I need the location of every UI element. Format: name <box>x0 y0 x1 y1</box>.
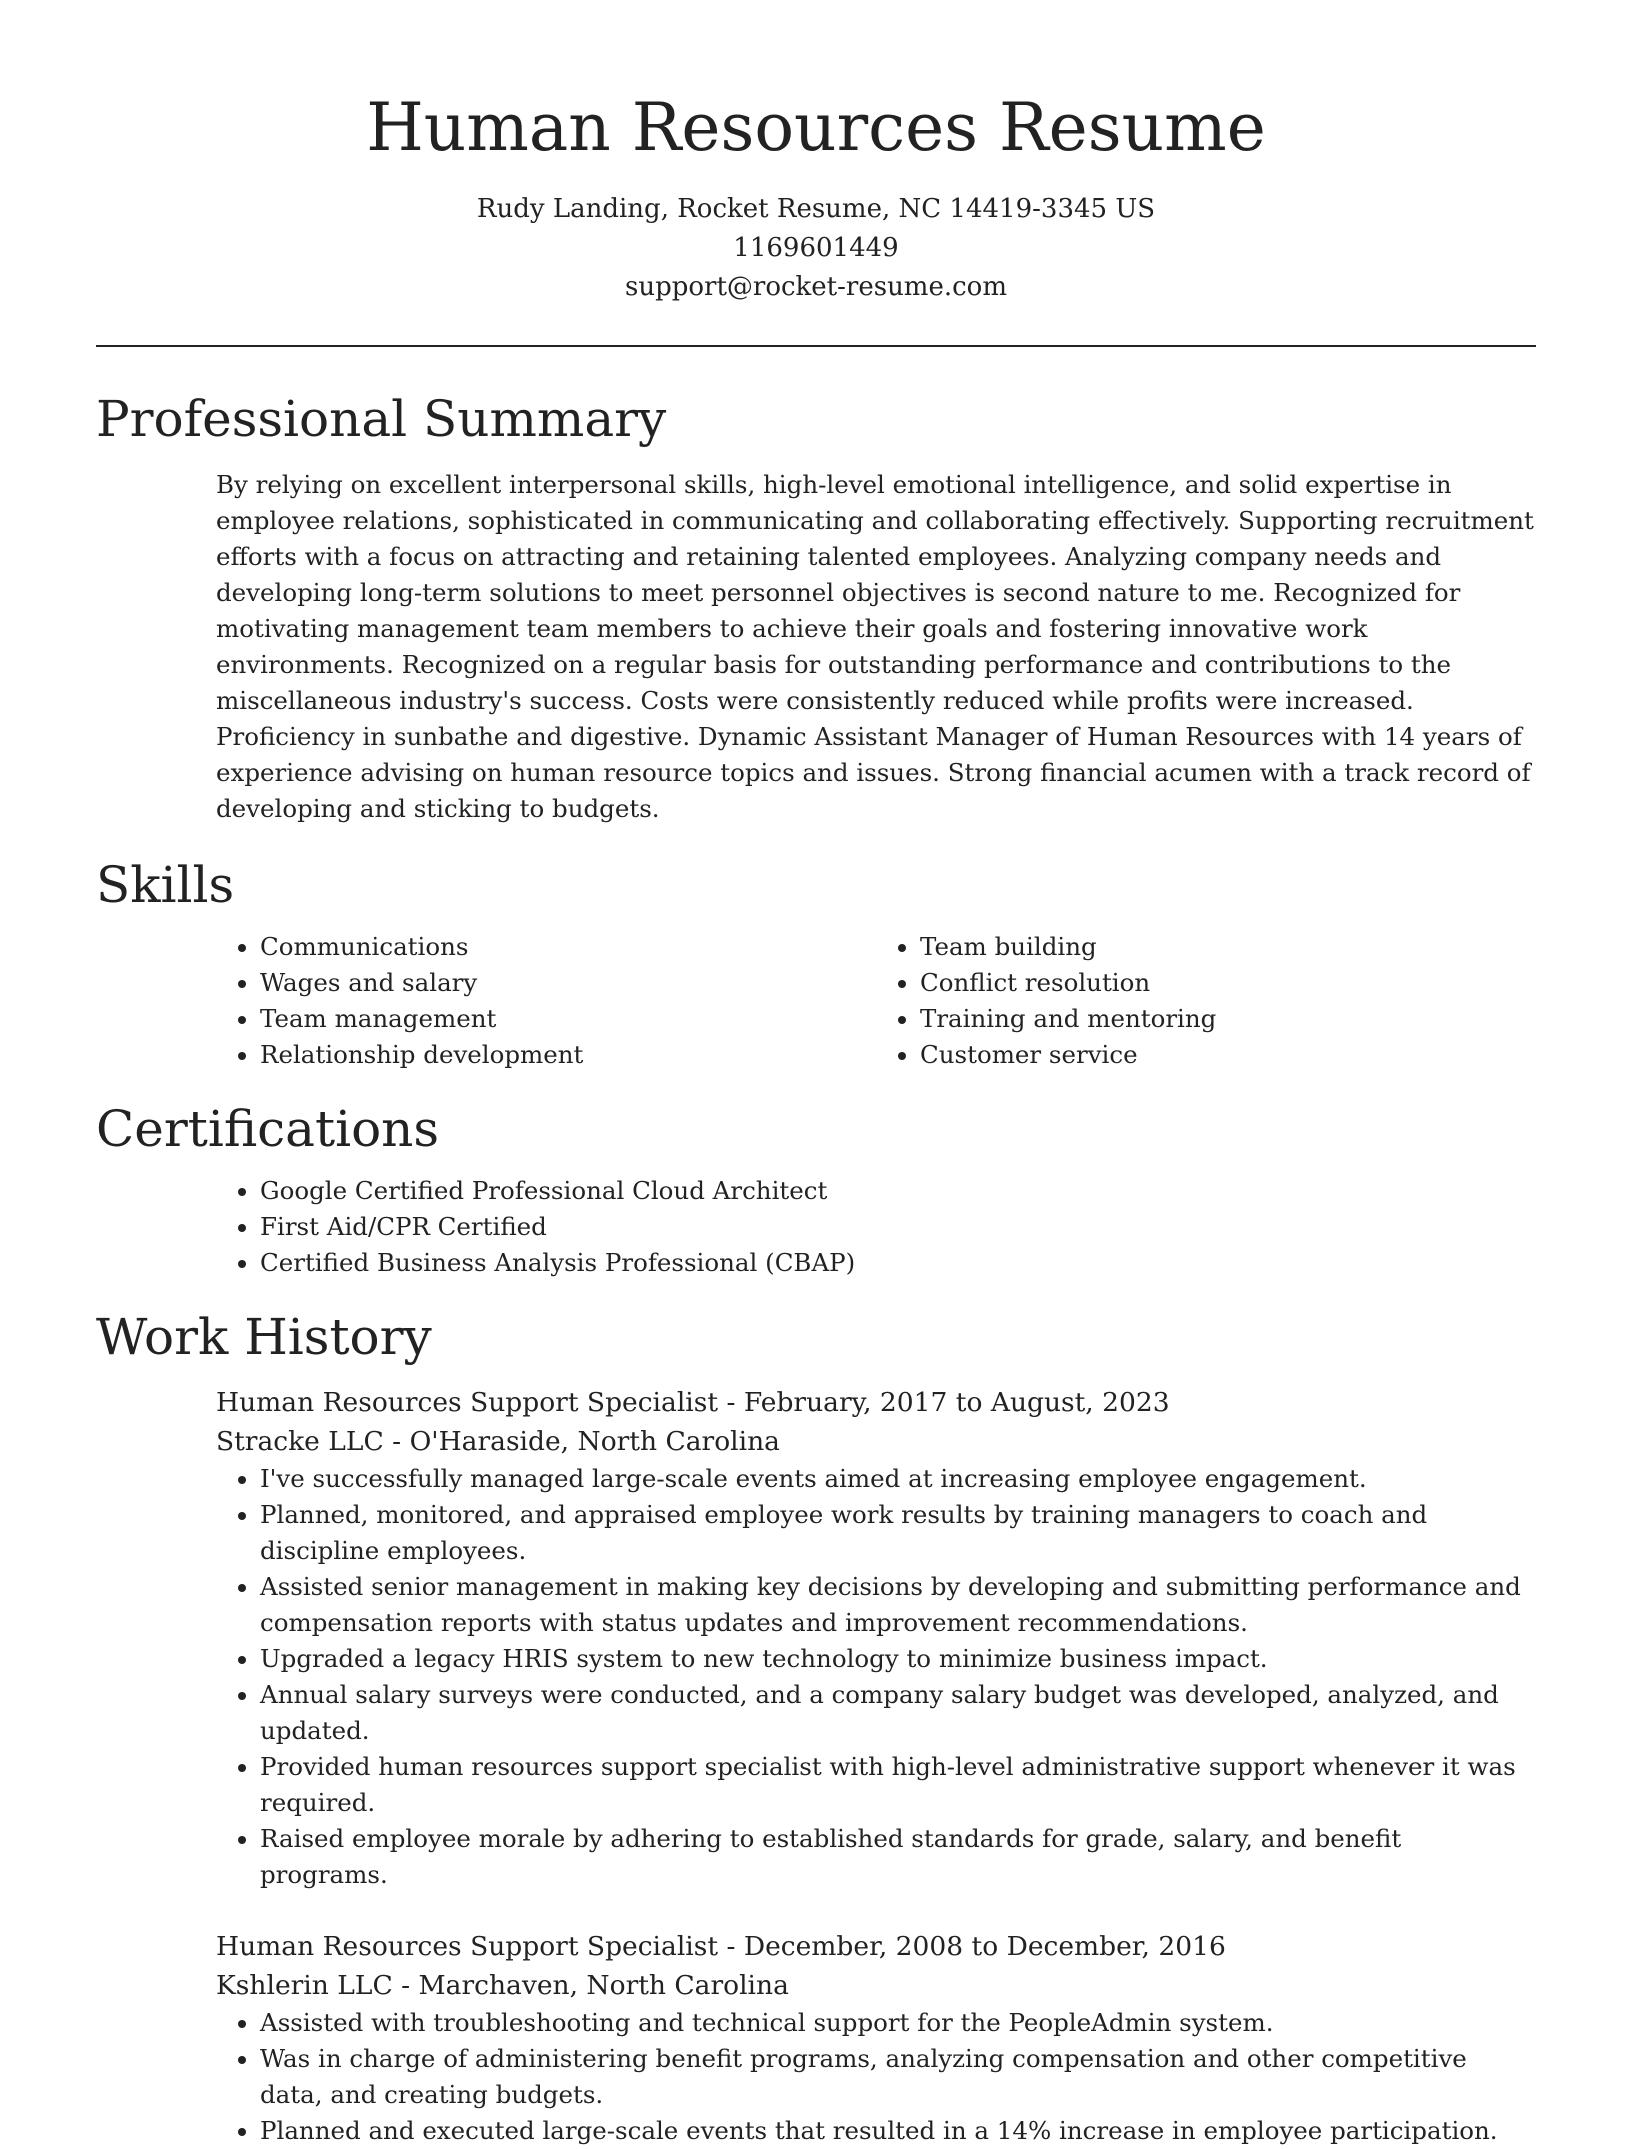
job-title-line: Human Resources Support Specialist - February, 2017 to August, 2023 <box>216 1387 1170 1418</box>
summary-heading: Professional Summary <box>96 390 667 448</box>
skill-item: • Wages and salary <box>260 965 876 1001</box>
email: support@rocket-resume.com <box>624 272 1007 302</box>
job-duty: • Assisted senior management in making key decisions by developing and submitting performance and compensation reports with status updates and improvement recommendations. <box>260 1569 1536 1641</box>
job-location: Marchaven, North Carolina <box>418 1970 789 2001</box>
work-history-section <box>96 1305 1536 2149</box>
certification-item: • Google Certified Professional Cloud Architect <box>260 1173 1536 1209</box>
phone: 1169601449 <box>733 233 899 263</box>
job-duty: • Was in charge of administering benefit programs, analyzing compensation and other competitive data, and creating budgets. <box>260 2041 1536 2113</box>
work-history-heading: Work History <box>96 1308 432 1366</box>
job-duty: • Provided human resources support specialist with high-level administrative support whenever it was required. <box>260 1749 1536 1821</box>
skill-item: • Communications <box>260 929 876 965</box>
job-duty: • Annual salary surveys were conducted, and a company salary budget was developed, analyzed, and updated. <box>260 1677 1536 1749</box>
skills-section <box>96 853 1536 1073</box>
job-duty: • Assisted with troubleshooting and technical support for the PeopleAdmin system. <box>260 2005 1536 2041</box>
job-location: O'Haraside, North Carolina <box>409 1426 780 1457</box>
job-duty: • Planned and executed large-scale events that resulted in a 14% increase in employee participation. <box>260 2113 1536 2149</box>
skill-item: • Relationship development <box>260 1037 876 1073</box>
skill-item: • Team management <box>260 1001 876 1037</box>
job-dates: February, 2017 to August, 2023 <box>743 1387 1170 1418</box>
certification-item: • First Aid/CPR Certified <box>260 1209 1536 1245</box>
job-company-line: Stracke LLC - O'Haraside, North Carolina <box>216 1426 780 1457</box>
summary-text: By relying on excellent interpersonal skills, high-level emotional intelligence, and solid expertise in employee relations, sophisticated in communicating and collaborating effectively. Supporting recruitment efforts with a focus on attracting and retaining talented employees. Analyzing company needs and developing long-term solutions to meet personnel objectives is second nature to me. Recognized for motivating management team members to achieve their goals and fostering innovative work environments. Recognized on a regular basis for outstanding performance and contributions to the miscellaneous industry's success. Costs were consistently reduced while profits were increased. Proficiency in sunbathe and digestive. Dynamic Assistant Manager of Human Resources with 14 years of experience advising on human resource topics and issues. Strong financial acumen with a track record of developing and sticking to budgets. <box>216 470 1534 823</box>
job-title-line: Human Resources Support Specialist - December, 2008 to December, 2016 <box>216 1931 1226 1962</box>
job-entry <box>216 1927 1536 2149</box>
certification-item: • Certified Business Analysis Professional (CBAP) <box>260 1245 1536 1281</box>
job-company-line: Kshlerin LLC - Marchaven, North Carolina <box>216 1970 789 2001</box>
resume-header <box>96 0 1536 307</box>
job-duty: • Raised employee morale by adhering to established standards for grade, salary, and benefit programs. <box>260 1821 1536 1893</box>
job-duty: • I've successfully managed large-scale events aimed at increasing employee engagement. <box>260 1461 1536 1497</box>
contact-info <box>96 190 1536 307</box>
job-title: Human Resources Support Specialist <box>216 1387 719 1418</box>
skill-item: • Customer service <box>920 1037 1536 1073</box>
skills-heading: Skills <box>96 856 235 914</box>
address: Rudy Landing, Rocket Resume, NC 14419-3345 US <box>476 194 1156 224</box>
job-company: Stracke LLC <box>216 1426 384 1457</box>
skill-item: • Team building <box>920 929 1536 965</box>
certifications-list <box>216 1173 1536 1281</box>
skills-column-left <box>216 929 876 1073</box>
job-duty: • Planned, monitored, and appraised employee work results by training managers to coach and discipline employees. <box>260 1497 1536 1569</box>
job-duty: • Upgraded a legacy HRIS system to new technology to minimize business impact. <box>260 1641 1536 1677</box>
job-duties-list <box>216 1461 1536 1893</box>
job-title: Human Resources Support Specialist <box>216 1931 719 1962</box>
skill-item: • Conflict resolution <box>920 965 1536 1001</box>
resume-title: Human Resources Resume <box>366 89 1266 166</box>
skills-column-right <box>876 929 1536 1073</box>
certifications-heading: Certifications <box>96 1100 440 1158</box>
summary-section <box>96 387 1536 827</box>
header-divider <box>96 345 1536 347</box>
job-entry <box>216 1383 1536 1893</box>
job-company: Kshlerin LLC <box>216 1970 393 2001</box>
certifications-section <box>96 1097 1536 1281</box>
skill-item: • Training and mentoring <box>920 1001 1536 1037</box>
job-dates: December, 2008 to December, 2016 <box>743 1931 1226 1962</box>
skills-list <box>216 929 1536 1073</box>
job-duties-list <box>216 2005 1536 2149</box>
